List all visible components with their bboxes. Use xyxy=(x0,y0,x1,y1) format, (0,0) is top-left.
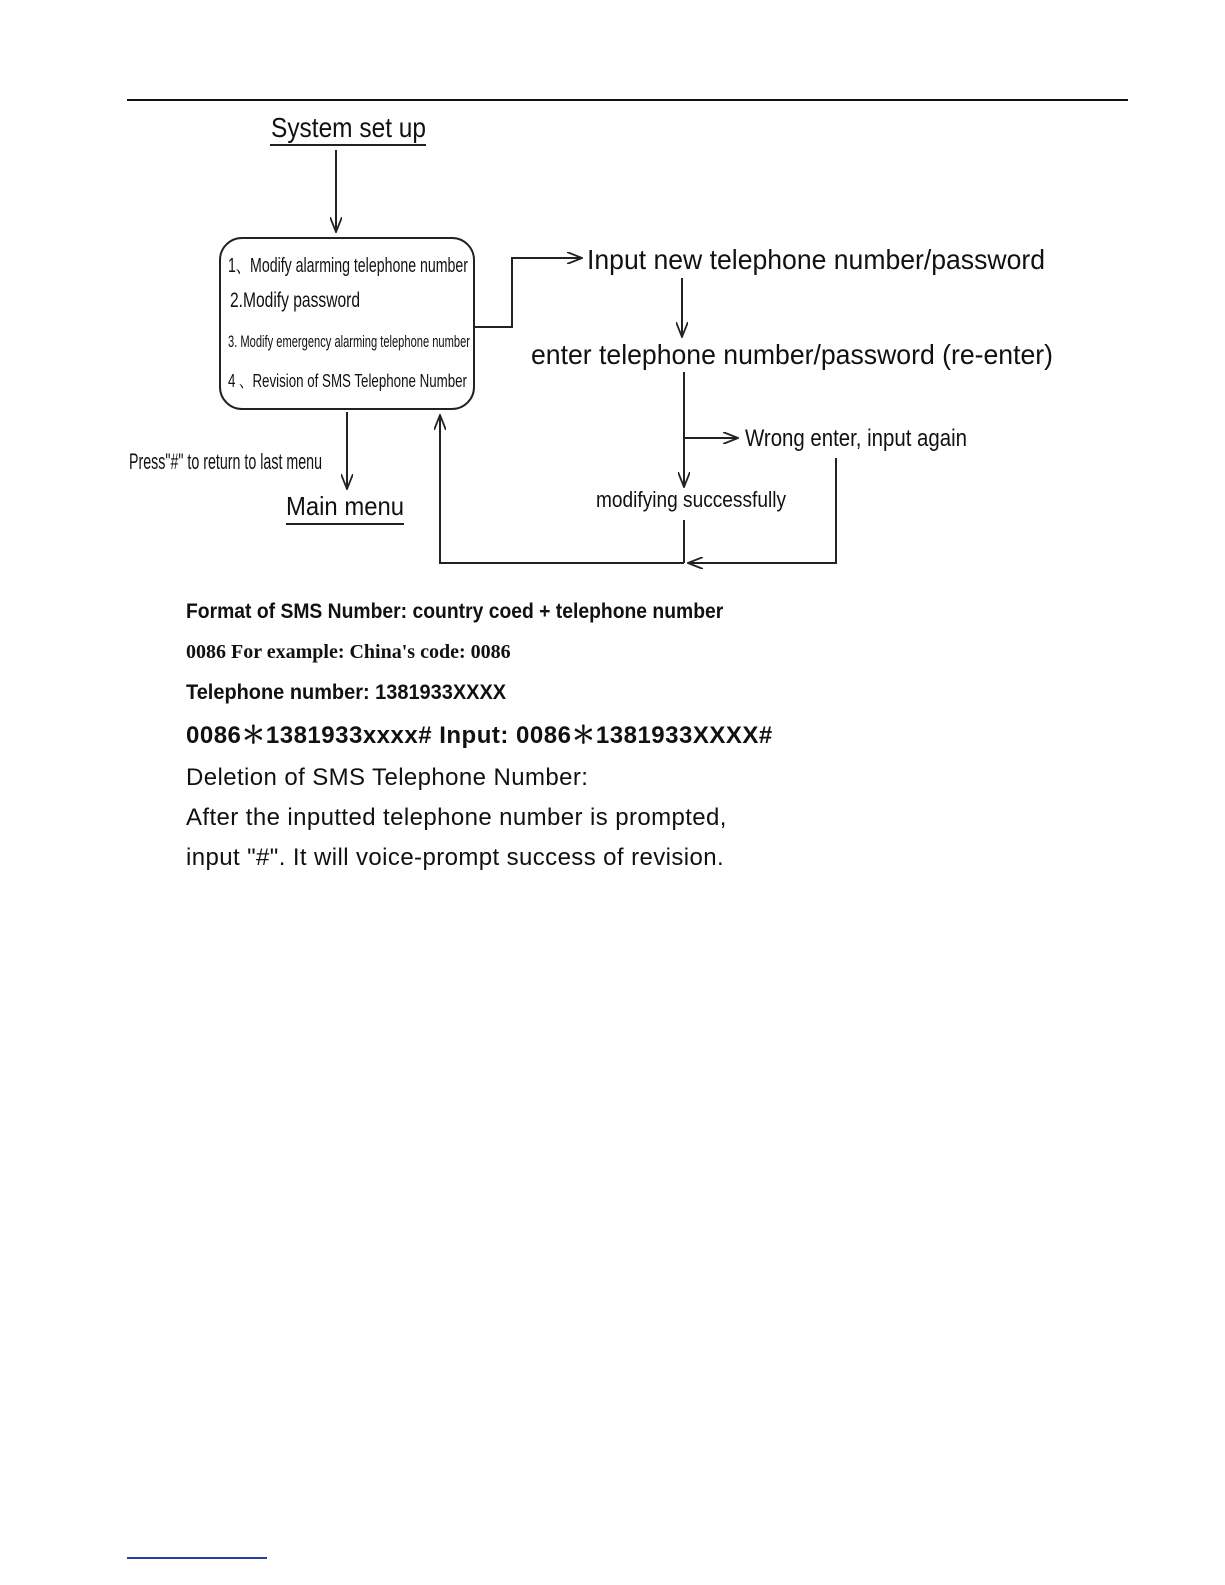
return-hint: Press"#" to return to last menu xyxy=(129,449,322,474)
flow-diagram xyxy=(0,0,1225,590)
start-label: System set up xyxy=(271,112,426,143)
telephone-number-note: Telephone number: 1381933XXXX xyxy=(186,681,507,704)
sms-format-note: Format of SMS Number: country coed + telephone number xyxy=(186,600,724,623)
reenter-step: enter telephone number/password (re-enter) xyxy=(531,339,1053,370)
success-step: modifying successfully xyxy=(596,487,786,512)
deletion-line-1: After the inputted telephone number is prompted, xyxy=(186,804,727,831)
menu-item-4: 4 、Revision of SMS Telephone Number xyxy=(228,371,467,391)
input-step: Input new telephone number/password xyxy=(587,244,1045,275)
deletion-title: Deletion of SMS Telephone Number: xyxy=(186,764,589,791)
input-format-note: 0086＊1381933xxxx# Input: 0086＊1381933XXXX# xyxy=(186,722,773,749)
menu-item-2: 2.Modify password xyxy=(230,289,360,312)
wrong-step: Wrong enter, input again xyxy=(745,425,967,452)
footer-rule xyxy=(127,1557,267,1559)
menu-item-1: 1、Modify alarming telephone number xyxy=(228,255,469,277)
menu-item-3: 3. Modify emergency alarming telephone number xyxy=(228,332,471,351)
arrow-menu-to-input xyxy=(475,258,582,327)
sms-example-note: 0086 For example: China's code: 0086 xyxy=(186,641,511,663)
deletion-line-2: input "#". It will voice-prompt success of revision. xyxy=(186,844,725,871)
sms-notes xyxy=(186,592,1186,878)
main-menu-label: Main menu xyxy=(286,491,404,521)
